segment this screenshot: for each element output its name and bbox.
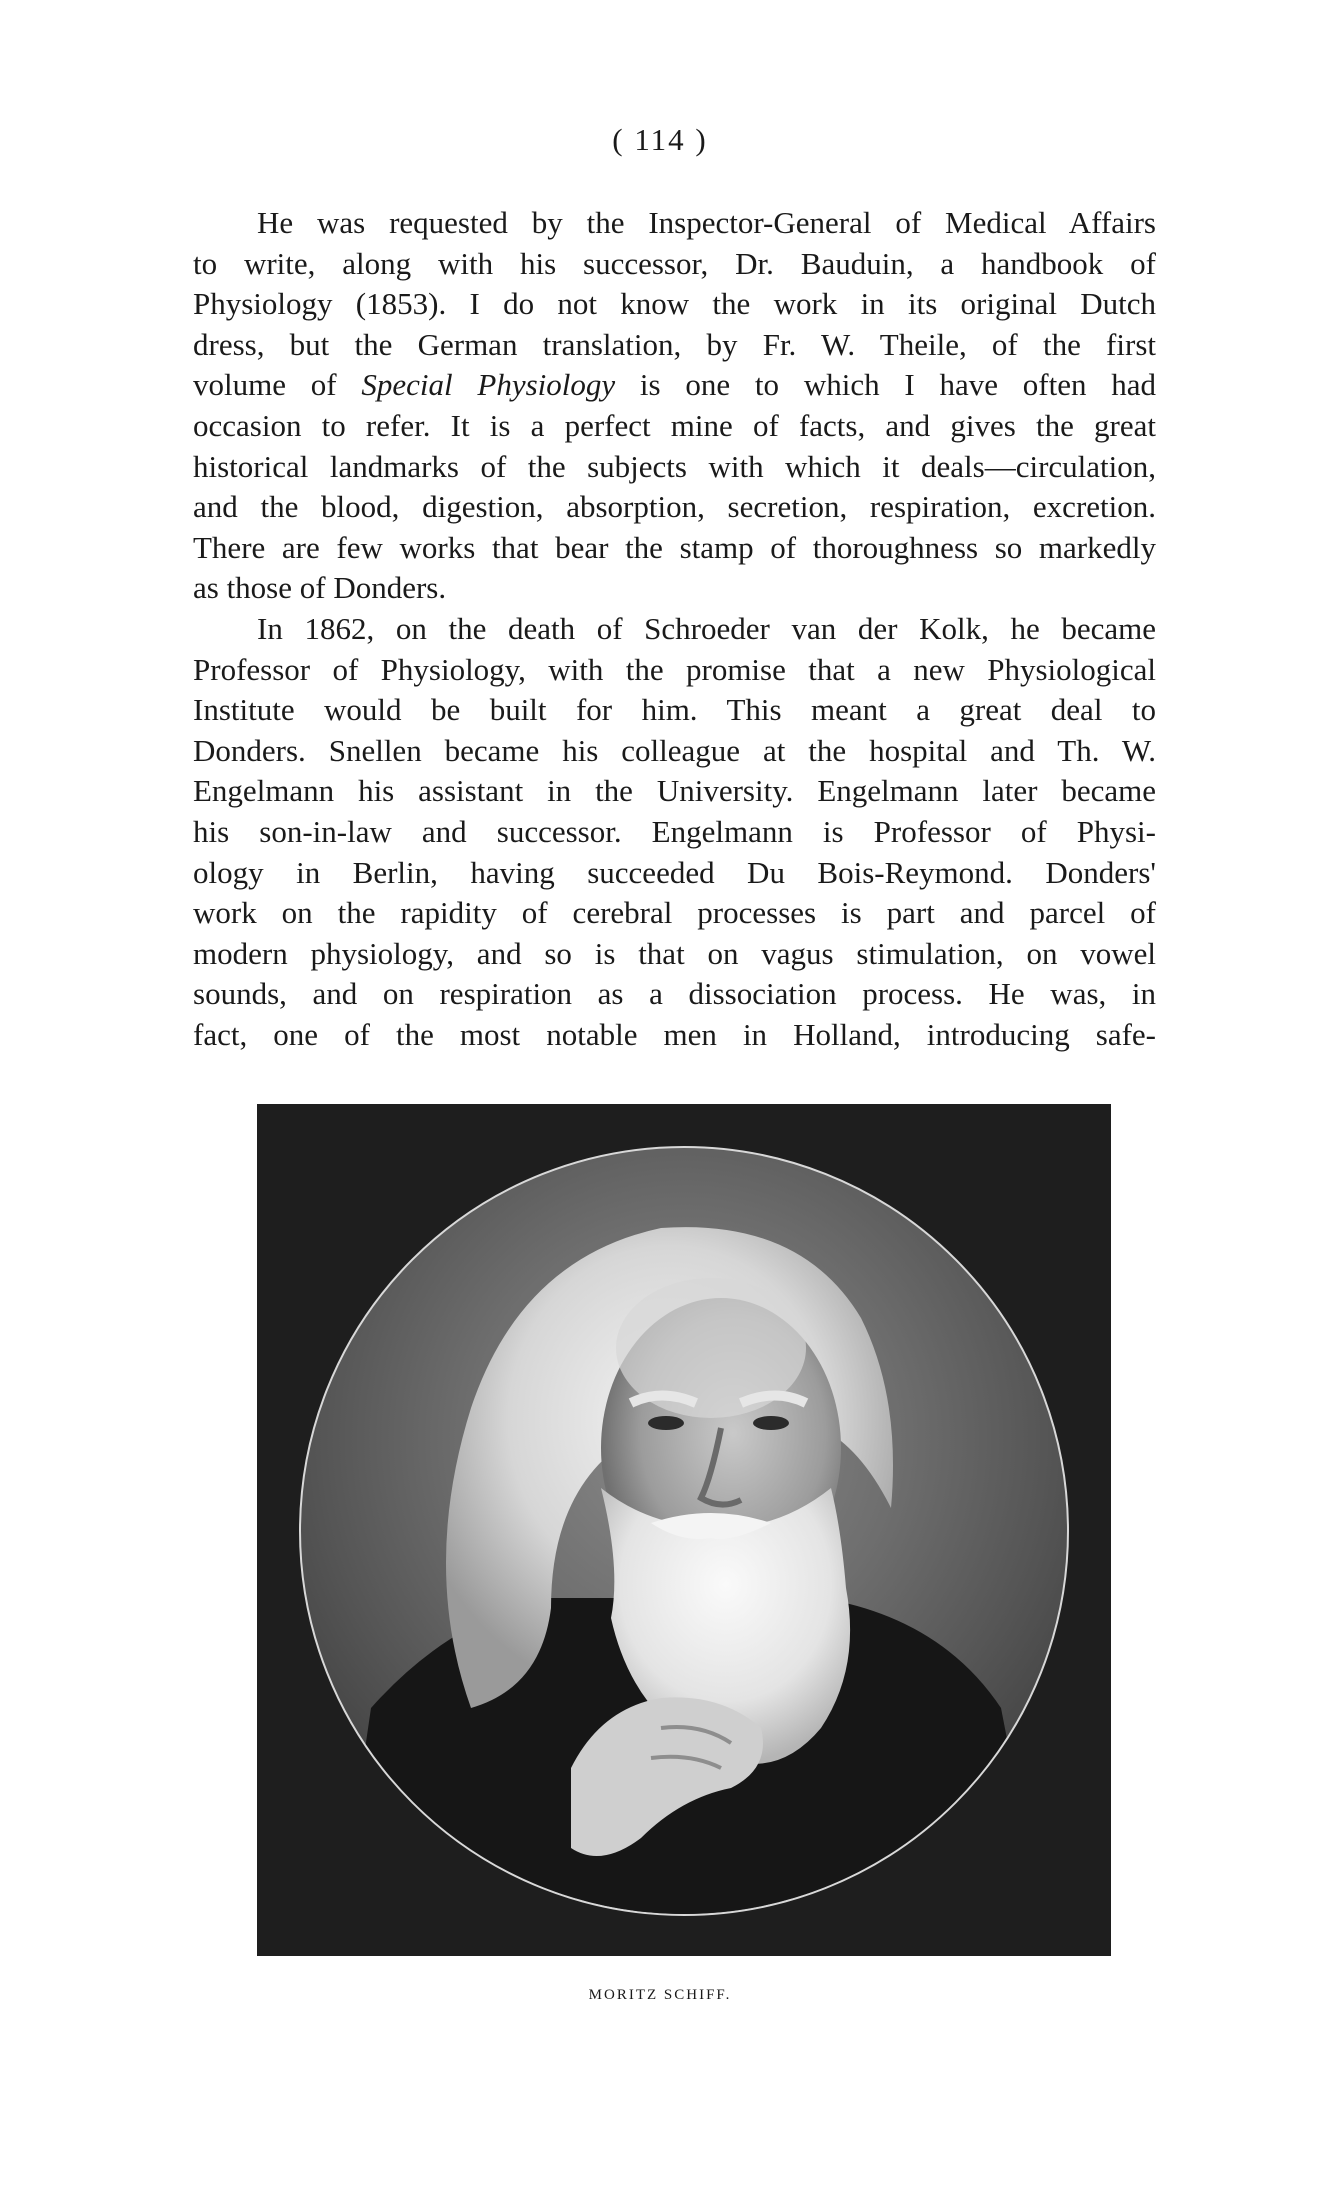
text-line: In 1862, on the death of Schroeder van der Kolk, he became xyxy=(257,610,1156,646)
text-line: and the blood, digestion, absorption, secretion, respiration, excretion. xyxy=(193,489,1156,525)
text-line: Donders. Snellen became his colleague at the hospital and Th. W. xyxy=(193,732,1156,768)
text-line: historical landmarks of the subjects with which it deals—circulation, xyxy=(193,448,1156,484)
text-line: Professor of Physiology, with the promise that a new Physiological xyxy=(193,651,1156,687)
text-line: Physiology (1853). I do not know the work in its original Dutch xyxy=(193,286,1156,322)
body-text xyxy=(193,203,1156,1055)
text-line: ology in Berlin, having succeeded Du Bois-Reymond. Donders' xyxy=(193,854,1156,890)
text-line: sounds, and on respiration as a dissociation process. He was, in xyxy=(193,976,1156,1012)
portrait-photograph xyxy=(257,1104,1111,1956)
text-line: to write, along with his successor, Dr. Bauduin, a handbook of xyxy=(193,245,1156,281)
text-line xyxy=(193,365,1156,406)
page-number: ( 114 ) xyxy=(612,122,708,157)
portrait-illustration xyxy=(301,1148,1067,1914)
italic-title: Special Physiology xyxy=(361,367,616,403)
text-line: dress, but the German translation, by Fr. W. Theile, of the first xyxy=(193,326,1156,362)
text-fragment: volume of xyxy=(193,367,362,403)
portrait-vignette xyxy=(299,1146,1069,1916)
text-line: He was requested by the Inspector-General of Medical Affairs xyxy=(257,205,1156,240)
text-line: occasion to refer. It is a perfect mine of facts, and gives the great xyxy=(193,407,1156,443)
text-line: Engelmann his assistant in the University. Engelmann later became xyxy=(193,773,1156,809)
text-line: his son-in-law and successor. Engelmann is Professor of Physi- xyxy=(193,813,1156,849)
figure-caption: MORITZ SCHIFF. xyxy=(588,1987,732,2003)
text-fragment: is one to which I have often had xyxy=(615,367,1156,403)
text-line: work on the rapidity of cerebral processes is part and parcel of xyxy=(193,895,1156,931)
text-line: modern physiology, and so is that on vagus stimulation, on vowel xyxy=(193,935,1156,971)
text-line: fact, one of the most notable men in Holland, introducing safe- xyxy=(193,1016,1156,1052)
text-line: Institute would be built for him. This meant a great deal to xyxy=(193,692,1156,728)
text-line: as those of Donders. xyxy=(193,570,447,606)
text-line: There are few works that bear the stamp of thoroughness so markedly xyxy=(193,529,1156,565)
